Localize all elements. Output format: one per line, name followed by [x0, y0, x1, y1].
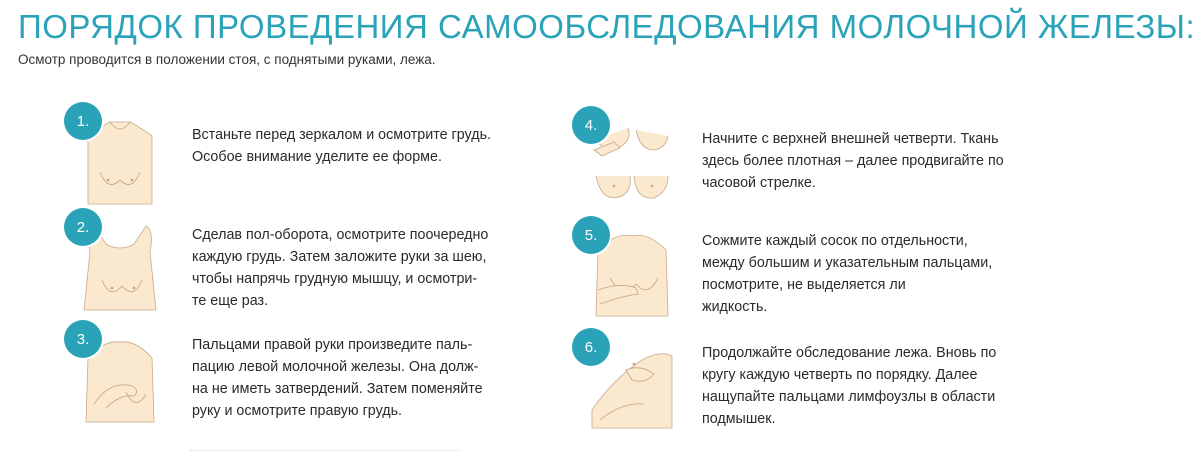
step-text: Сожмите каждый сосок по отдельности, между большим и указательным пальцами, посмотрите, не выделяется ли жидкость. — [702, 233, 993, 315]
page-subtitle: Осмотр проводится в положении стоя, с поднятыми руками, лежа. — [18, 52, 436, 67]
step-badge: 1. — [64, 102, 102, 140]
step-text: Сделав пол-оборота, осмотрите поочередно каждую грудь. Затем заложите руки за шею, чтобы напрячь грудную мышцу, и осмотри- те еще раз. — [192, 227, 489, 309]
step-badge: 4. — [572, 106, 610, 144]
step-text: Пальцами правой руки произведите паль- пацию левой молочной железы. Она долж- на не иметь затвердений. Затем поменяйте руку и осмотрите правую грудь. — [192, 337, 483, 419]
step-badge: 3. — [64, 320, 102, 358]
page-title: ПОРЯДОК ПРОВЕДЕНИЯ САМООБСЛЕДОВАНИЯ МОЛОЧНОЙ ЖЕЛЕЗЫ: — [18, 8, 1195, 45]
step-badge: 5. — [572, 216, 610, 254]
step-badge: 2. — [64, 208, 102, 246]
step-text: Начните с верхней внешней четверти. Ткань здесь более плотная – далее продвигайте по часовой стрелке. — [702, 131, 1004, 191]
step-text: Продолжайте обследование лежа. Вновь по кругу каждую четверть по порядку. Далее нащупайте пальцами лимфоузлы в области подмышек. — [702, 345, 997, 427]
divider — [190, 450, 460, 460]
step-badge: 6. — [572, 328, 610, 366]
step-text: Встаньте перед зеркалом и осмотрите грудь. Особое внимание уделите ее форме. — [192, 127, 491, 165]
